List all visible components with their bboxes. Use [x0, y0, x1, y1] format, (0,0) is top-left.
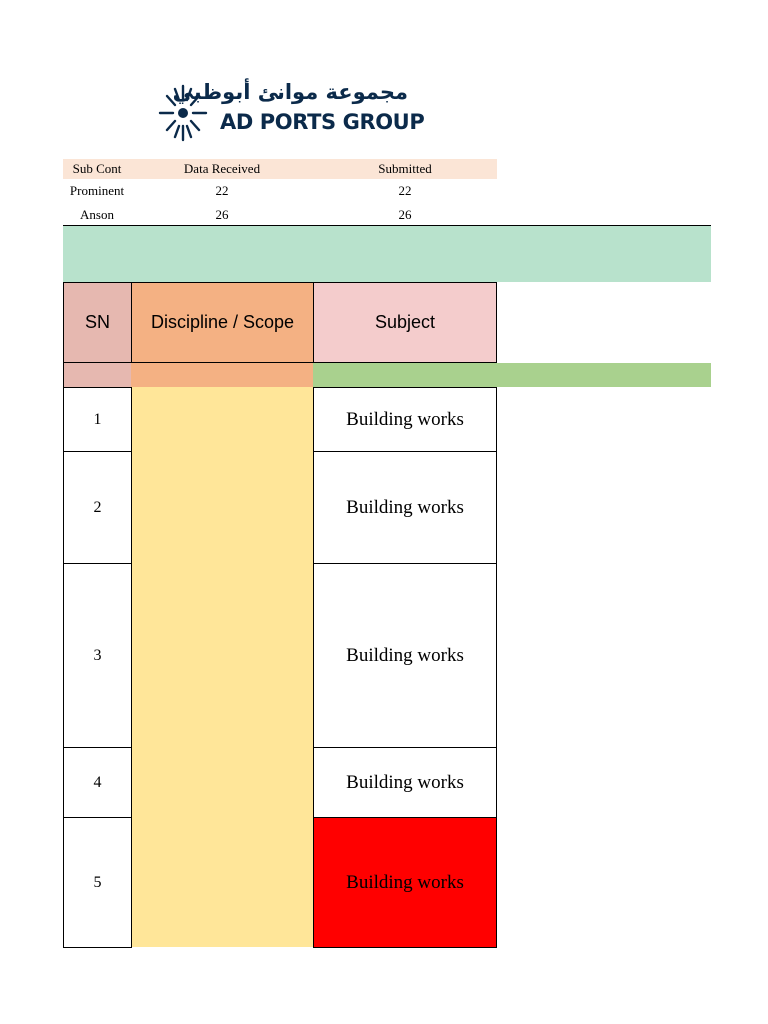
logo-arabic-text: مجموعة موانئ أبوظبي [172, 80, 408, 104]
subheader-green-band [313, 363, 711, 387]
summary-header-submitted: Submitted [378, 161, 432, 176]
summary-row-name: Anson [80, 207, 114, 222]
row-sn: 3 [63, 563, 132, 748]
header-sn: SN [63, 282, 132, 363]
row-sn: 4 [63, 747, 132, 818]
summary-row-received: 22 [215, 183, 229, 198]
row-sn: 1 [63, 387, 132, 452]
row-subject: Building works [313, 451, 497, 564]
row-subject-highlighted: Building works [313, 817, 497, 948]
row-sn: 5 [63, 817, 132, 948]
summary-header-received: Data Received [183, 161, 261, 176]
summary-header-subcont: Sub Cont [72, 161, 122, 176]
header-discipline: Discipline / Scope [131, 282, 314, 363]
summary-row-name: Prominent [69, 183, 125, 198]
logo-english-text: AD PORTS GROUP [220, 110, 425, 134]
subheader-sn [63, 363, 132, 387]
subheader-discipline [131, 363, 314, 387]
row-subject: Building works [313, 747, 497, 818]
row-subject: Building works [313, 387, 497, 452]
summary-row-submitted: 22 [398, 183, 412, 198]
summary-row-submitted: 26 [398, 207, 412, 222]
header-subject: Subject [313, 282, 497, 363]
row-subject: Building works [313, 563, 497, 748]
discipline-column [132, 387, 313, 947]
summary-row-received: 26 [215, 207, 229, 222]
row-sn: 2 [63, 451, 132, 564]
title-banner [63, 225, 711, 282]
ad-ports-logo [158, 80, 425, 146]
